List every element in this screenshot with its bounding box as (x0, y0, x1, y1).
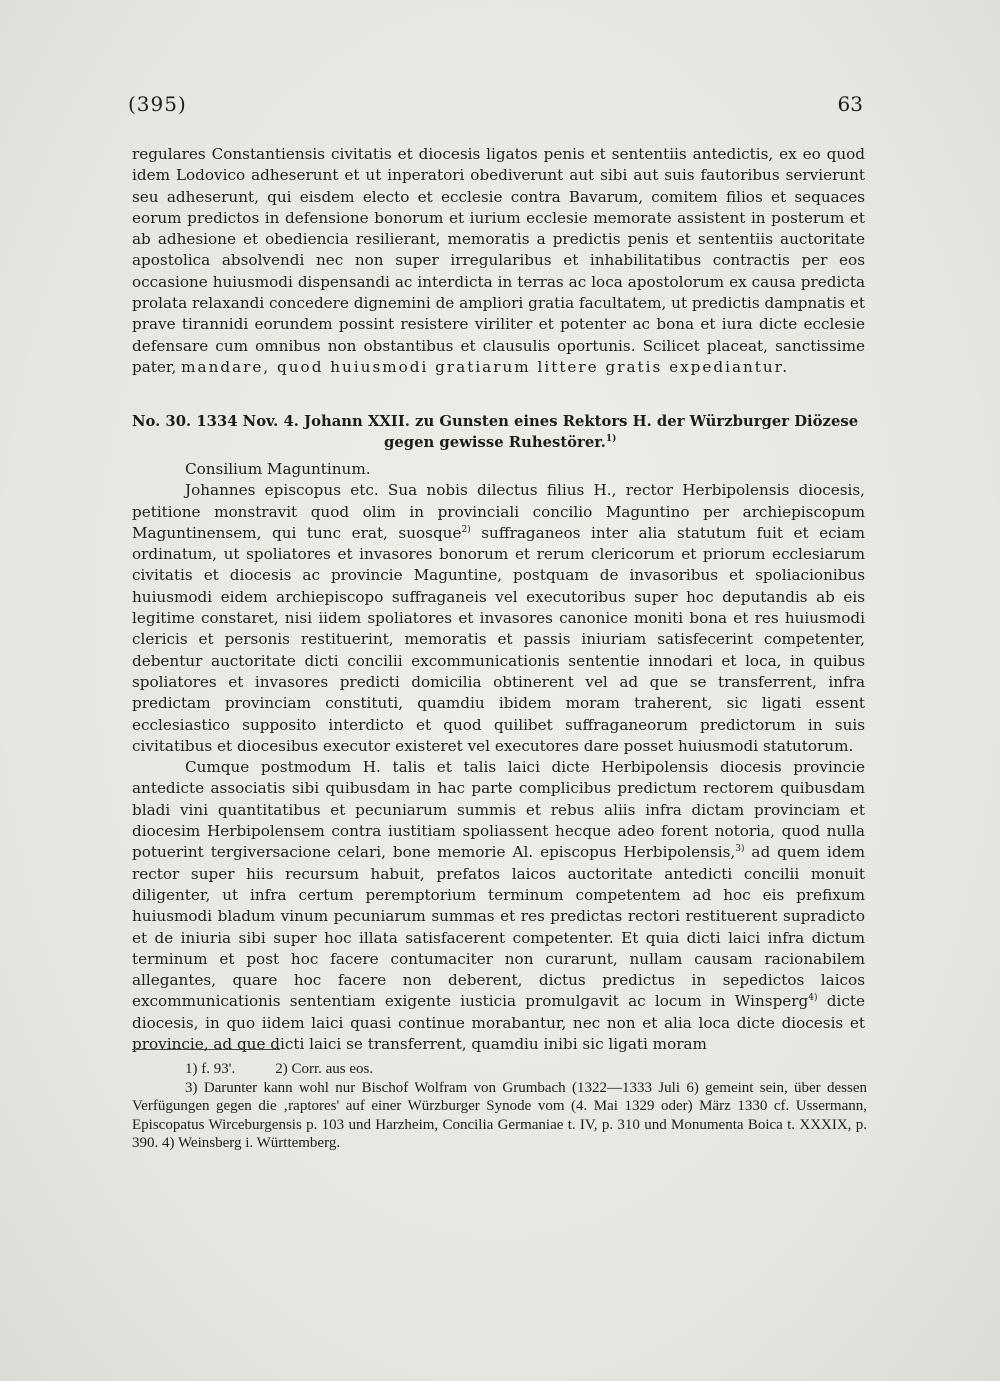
paragraph-text: regulares Constantiensis civitatis et diocesis ligatos penis et sententiis antedictis, ex eo quod idem Lodovico adheserunt et ut inperatori obediverunt aut sibi aut suis fautoribus servierunt seu adheserunt, qui eisdem electo et ecclesie contra Bavarum, comitem filios et sequaces eorum predictos in defensione bonorum et iurium ecclesie memorate assistent in posterum et ab adhesione et obediencia resilierant, memoratis a predictis penis et sententiis auctoritate apostolica absolvendi nec non super irregularibus et inhabilitatibus contractis per eos occasione huiusmodi dispensandi ac interdicta in terras ac loca apostolorum ex causa predicta prolata relaxandi concedere dignemini de ampliori gratia facultatem, ut predictis dampnatis et prave tirannidi eorundem possint resistere viriliter et potenter ac bona et iura dicte ecclesie defensare cum omnibus non obstantibus et clausulis oportunis. Scilicet placeat, sanctissime pater, (132, 145, 865, 376)
heading-line-2: gegen gewisse Ruhestörer. (384, 434, 606, 451)
text-block-continuation (132, 144, 865, 378)
document-number: (395) (128, 92, 187, 116)
paragraph (132, 757, 865, 1055)
paragraph (132, 480, 865, 757)
paragraph-text: dicte diocesis, in quo iidem laici quasi continue morabantur, nec non et alia loca dicte diocesis et provincie, ad que dicti laici se transferrent, quamdiu inibi sic ligati moram (132, 992, 865, 1054)
heading-line-1: No. 30. 1334 Nov. 4. Johann XXII. zu Gunsten eines Rektors H. der Würzburger Diözese (132, 413, 859, 430)
paragraph-text: Johannes episcopus etc. Sua nobis dilectus filius H., rector Herbipolensis diocesis, petitione monstravit quod olim in provinciali concilio Maguntino per archiepiscopum Maguntinensem, qui tunc erat, suosque (132, 481, 865, 542)
footnote-4: 4) Weinsberg i. Württemberg. (162, 1135, 341, 1151)
paragraph (132, 144, 865, 378)
footnote-divider (132, 1049, 280, 1050)
text-block-document (132, 459, 865, 1055)
footnote-row (132, 1060, 867, 1079)
running-header (128, 92, 863, 122)
footnote-ref: 2) (461, 524, 471, 535)
footnote-ref: 1) (605, 434, 617, 445)
document-heading (132, 411, 865, 453)
paragraph-text: ad quem idem rector super hiis recursum habuit, prefatos laicos auctoritate antedicti concilii monuit diligenter, ut infra certum peremptorium terminum competentem ad hoc eis prefixum huiusmodi bladum vinum pecuniarum summas et res predictas rectori restituerent supradicto et de iniuria sibi super hoc illata satisfacerent competenter. Et quia dicti laici infra dictum terminum et post hoc facere contumaciter non curarunt, nullam causam racionabilem allegantes, quare hoc facere non deberent, dictus predictus in sepedictos laicos excommunicationis sententiam exigente iusticia promulgavit ac locum in Winsperg (132, 843, 866, 1011)
footnote-ref: 3) (735, 844, 745, 855)
footnote-2: 2) Corr. aus eos. (275, 1061, 374, 1077)
footnote-1: 1) f. 93'. (185, 1061, 236, 1077)
spaced-text: mandare, quod huiusmodi gratiarum littere gratis expediantur. (181, 357, 790, 376)
footnote-row (132, 1079, 867, 1153)
paragraph-text: suffraganeos inter alia statutum fuit et eciam ordinatum, ut spoliatores et invasores bonorum et rerum clericorum et priorum ecclesiarum civitatis et diocesis ac provincie Maguntine, postquam de invasoribus et spoliacionibus huiusmodi eidem archiepiscopo suffraganeis vel executoribus super hoc deputandis ab eis legitime constaret, nisi iidem spoliatores et invasores canonice moniti bona et res huiusmodi clericis et personis restituerint, memoratis et passis iniuriam satisfecerint competenter, debentur auctoritate dicti concilii excommunicationis sententie innodari et loca, in quibus spoliatores et invasores predicti domicilia obtinerent vel ad que se transferrent, infra predictam provinciam constituti, quamdiu ibidem moram traherent, sic ligati essent ecclesiastico supposito interdicto et quod quilibet suffraganeorum predictorum in suis civitatibus et diocesibus executor existeret vel executores dare posset huiusmodi statutorum. (132, 523, 865, 755)
paragraph-text: Consilium Maguntinum. (185, 460, 371, 478)
paragraph-text: Cumque postmodum H. talis et talis laici dicte Herbipolensis diocesis provincie antedicte associatis sibi quibusdam in hac parte complicibus predictum rectorem quibusdam bladi vini quantitatibus et pecuniarum summis et rebus aliis infra dictam provinciam et diocesim Herbipolensem contra iustitiam spoliassent hecque adeo forent notoria, quod nulla potuerint tergiversacione celari, bone memorie Al. episcopus Herbipolensis, (132, 758, 865, 862)
page-number: 63 (837, 92, 863, 116)
footnote-3: 3) Darunter kann wohl nur Bischof Wolfram von Grumbach (1322—1333 Juli 6) gemeint sein, über dessen Verfügungen gegen die ‚raptores' auf einer Würzburger Synode vom (4. Mai 1329 oder) März 1330 cf. Ussermann, Episcopatus Wirceburgensis p. 103 und Harzheim, Concilia Germaniae t. IV, p. 310 und Monumenta Boica t. XXXIX, p. 390. (132, 1079, 867, 1151)
paragraph (132, 459, 865, 480)
footnotes (132, 1060, 867, 1153)
footnote-ref: 4) (808, 993, 818, 1004)
